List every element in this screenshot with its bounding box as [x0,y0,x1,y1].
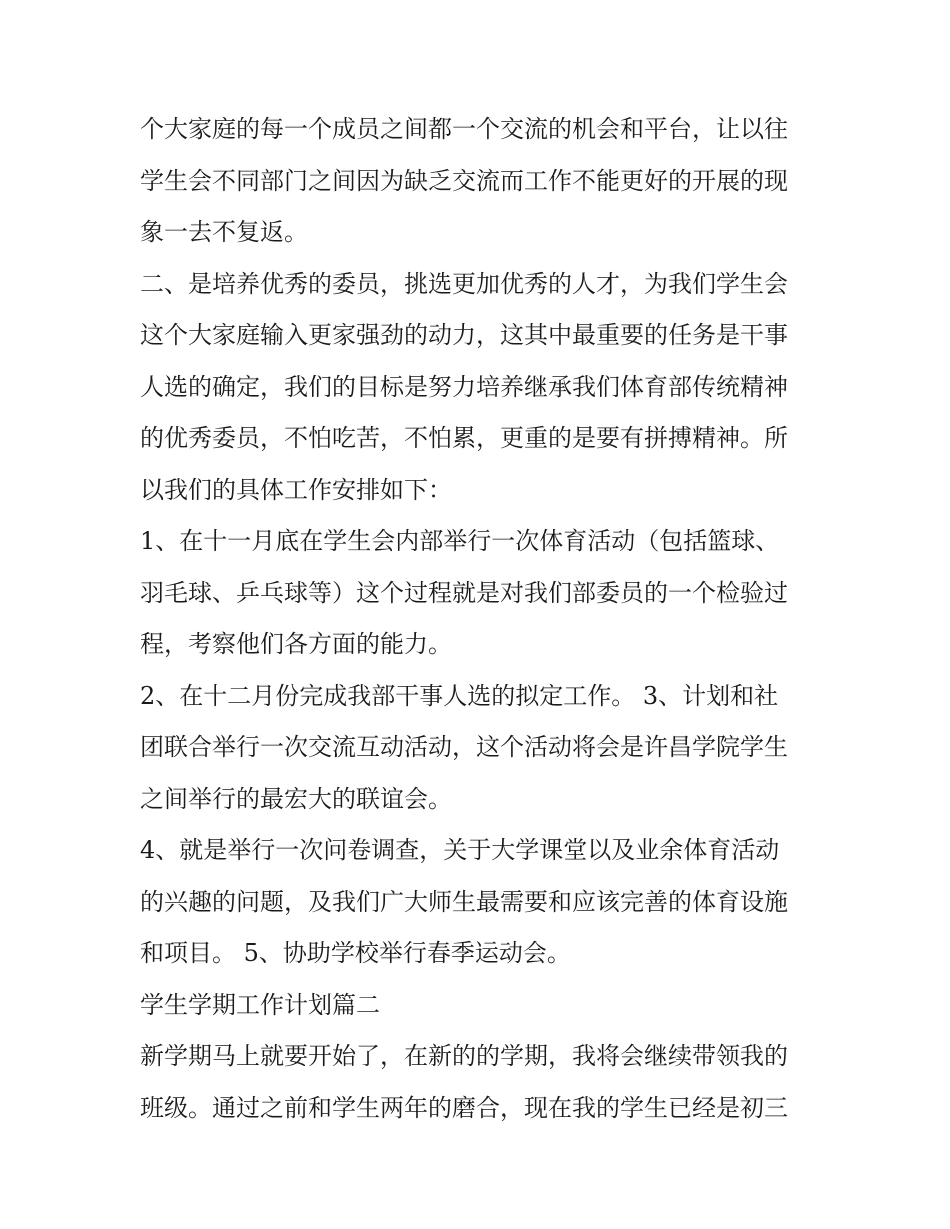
document-body [140,104,820,1134]
text-line: 象一去不复返。 [140,218,308,246]
text-line: 的兴趣的问题，及我们广大师生最需要和应该完善的体育设施 [140,887,788,916]
text-line: 二、是培养优秀的委员，挑选更加优秀的人才，为我们学生会 [140,269,788,298]
text-line: 个大家庭的每一个成员之间都一个交流的机会和平台，让以往 [140,115,788,143]
text-line: 团联合举行一次交流互动活动，这个活动将会是许昌学院学生 [140,733,788,761]
text-line: 1、在十一月底在学生会内部举行一次体育活动（包括篮球、 [140,527,780,555]
text-line: 程，考察他们各方面的能力。 [140,630,452,658]
text-line: 和项目。 5、协助学校举行春季运动会。 [140,939,571,967]
text-line: 2、在十二月份完成我部干事人选的拟定工作。 3、计划和社 [140,681,779,710]
text-line: 新学期马上就要开始了，在新的的学期，我将会继续带领我的 [140,1042,788,1070]
text-line: 羽毛球、乒乓球等）这个过程就是对我们部委员的一个检验过 [140,578,788,607]
text-line: 之间举行的最宏大的联谊会。 [140,784,452,813]
text-line: 人选的确定，我们的目标是努力培养继承我们体育部传统精神 [140,372,788,401]
text-line: 班级。通过之前和学生两年的磨合，现在我的学生已经是初三 [140,1093,788,1122]
text-line: 以我们的具体工作安排如下： [140,475,452,504]
text-line: 这个大家庭输入更家强劲的动力，这其中最重要的任务是干事 [140,321,788,349]
text-line: 4、就是举行一次问卷调查，关于大学课堂以及业余体育活动 [140,836,780,864]
section-heading: 学生学期工作计划篇二 [140,990,380,1019]
text-line: 学生会不同部门之间因为缺乏交流而工作不能更好的开展的现 [140,166,788,195]
text-line: 的优秀委员，不怕吃苦，不怕累，更重的是要有拼搏精神。所 [140,424,788,452]
